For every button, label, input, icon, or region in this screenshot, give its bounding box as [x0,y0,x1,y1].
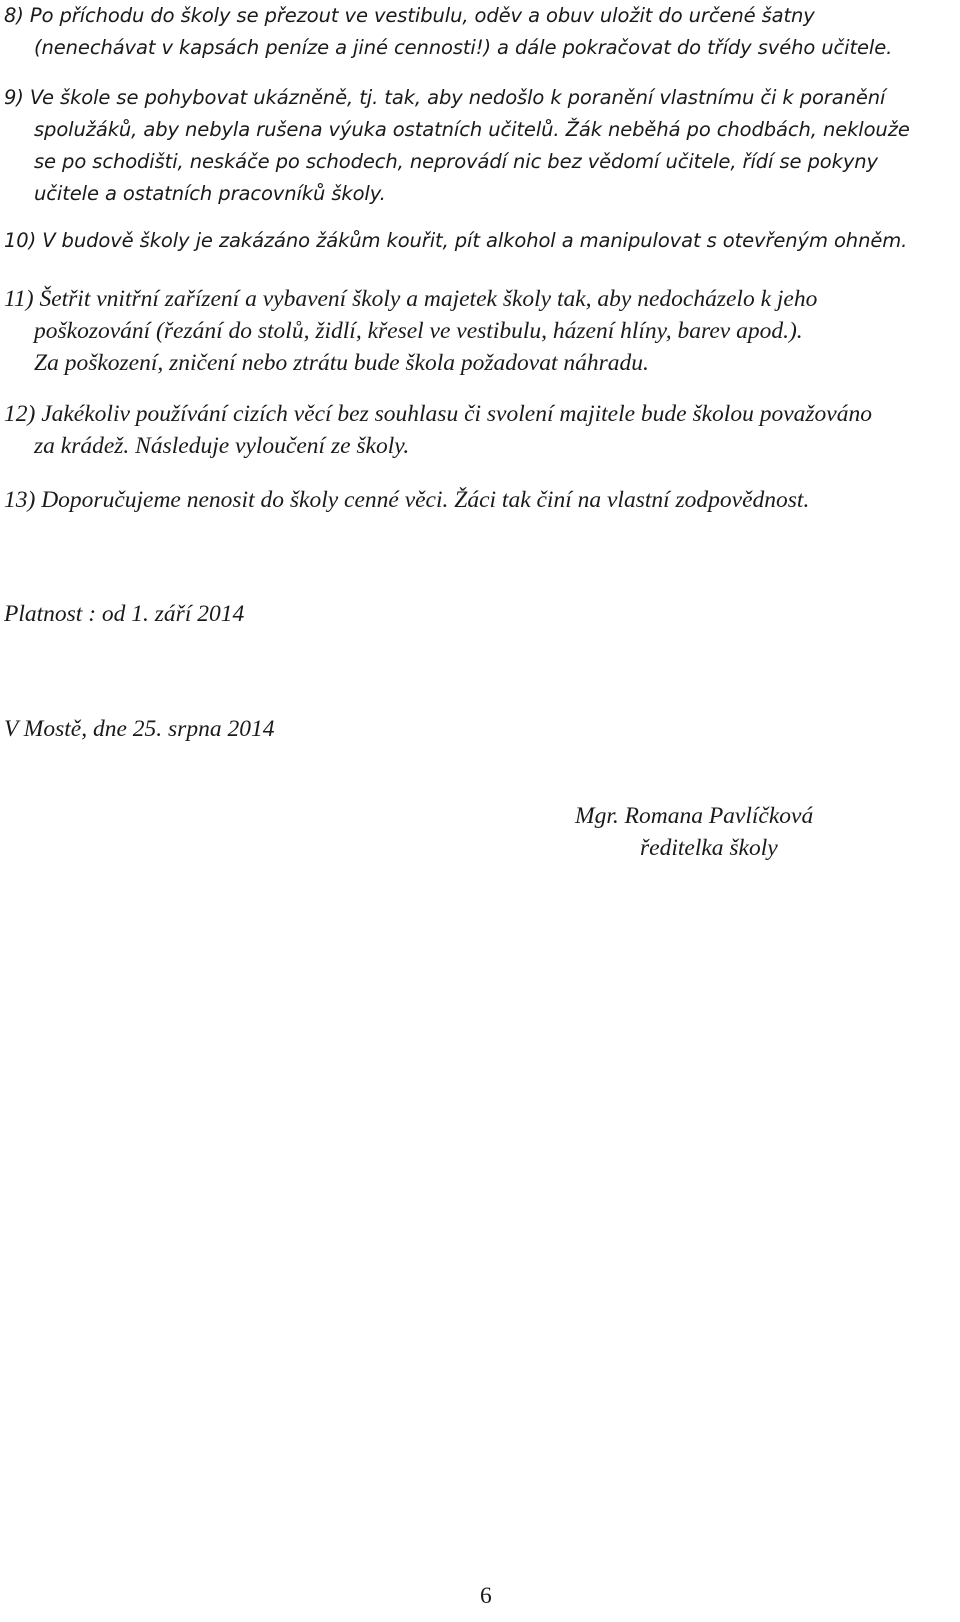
rule-11-line-3: Za poškození, zničení nebo ztrátu bude škola požadovat náhradu. [34,350,649,376]
rule-9-line-2: spolužáků, aby nebyla rušena výuka ostatních učitelů. Žák neběhá po chodbách, neklouže [34,118,910,141]
rule-9-line-4: učitele a ostatních pracovníků školy. [34,182,386,205]
rule-12-line-2: za krádež. Následuje vyloučení ze školy. [34,433,410,459]
rule-9 [4,82,944,210]
signatory-name: Mgr. Romana Pavlíčková [575,803,814,829]
rule-13-line-1: 13) Doporučujeme nenosit do školy cenné věci. Žáci tak činí na vlastní zodpovědnost. [4,487,810,513]
rule-12 [4,398,944,462]
rule-9-line-3: se po schodišti, neskáče po schodech, neprovádí nic bez vědomí učitele, řídí se pokyny [34,150,878,173]
validity-date: Platnost : od 1. září 2014 [4,601,245,627]
rule-8-line-2: (nenechávat v kapsách peníze a jiné cennosti!) a dále pokračovat do třídy svého učitele. [34,36,893,59]
signatory-title: ředitelka školy [640,835,778,861]
rule-9-line-1: 9) Ve škole se pohybovat ukázněně, tj. tak, aby nedošlo k poranění vlastnímu či k poranění [4,86,886,109]
rule-8-line-1: 8) Po příchodu do školy se přezout ve vestibulu, oděv a obuv uložit do určené šatny [4,4,815,27]
page-number: 6 [480,1583,492,1609]
rule-10 [4,225,944,257]
rule-8 [4,0,944,64]
signature-block [575,800,813,864]
rule-11 [4,283,944,379]
rule-13 [4,484,944,516]
rule-12-line-1: 12) Jakékoliv používání cizích věcí bez souhlasu či svolení majitele bude školou považováno [4,401,872,427]
rule-11-line-2: poškozování (řezání do stolů, židlí, křesel ve vestibulu, házení hlíny, barev apod.). [34,318,803,344]
rule-10-line-1: 10) V budově školy je zakázáno žákům kouřit, pít alkohol a manipulovat s otevřeným ohněm. [4,229,908,252]
place-and-date: V Mostě, dne 25. srpna 2014 [4,716,275,742]
rule-11-line-1: 11) Šetřit vnitřní zařízení a vybavení školy a majetek školy tak, aby nedocházelo k jeho [4,286,818,312]
